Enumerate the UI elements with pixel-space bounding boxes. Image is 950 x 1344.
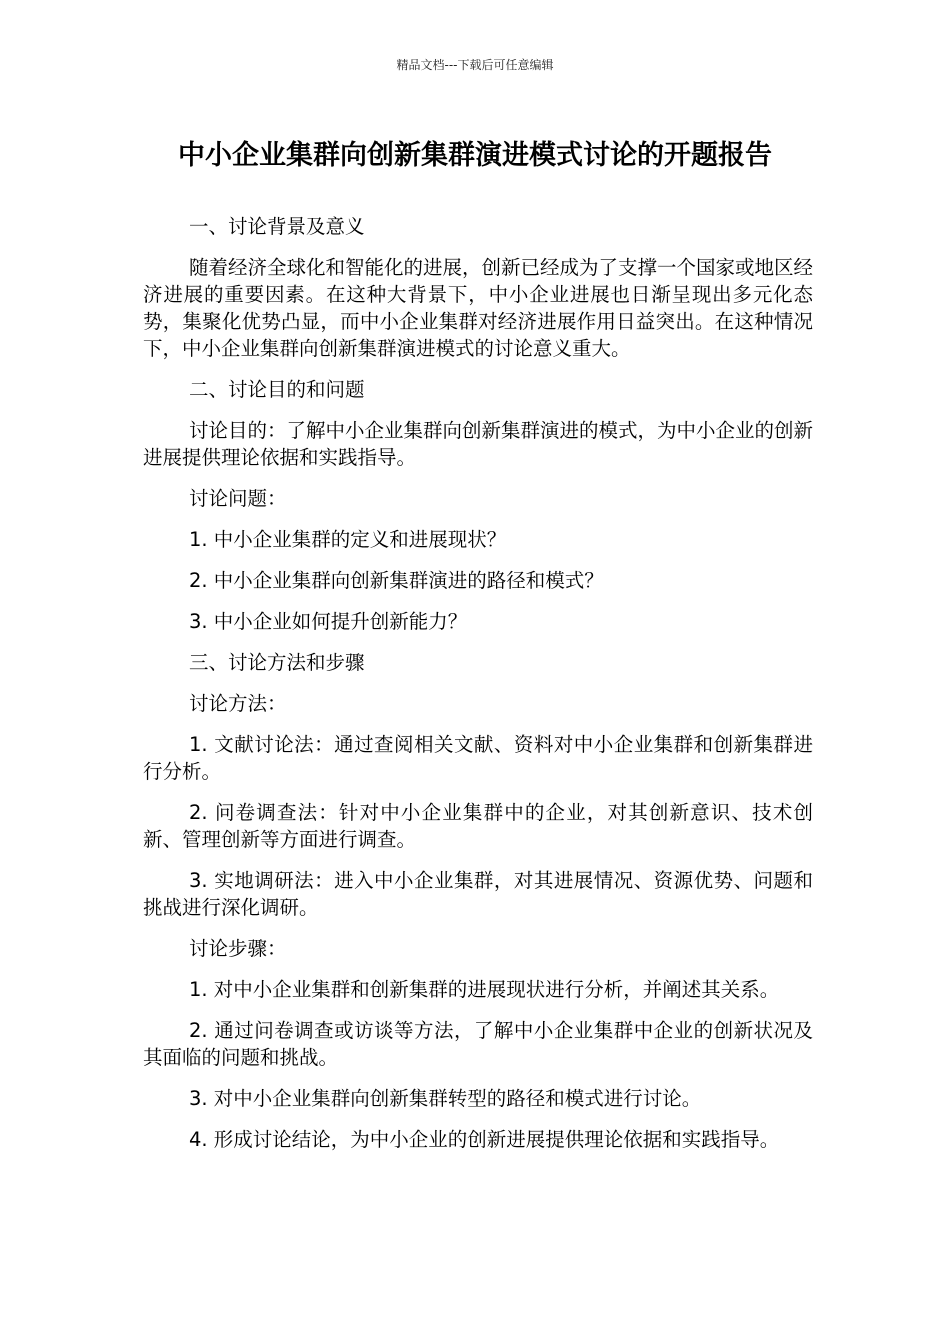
document-body bbox=[143, 213, 813, 1167]
question-item: 3. 中小企业如何提升创新能力？ bbox=[189, 610, 468, 633]
paragraph-purpose: 讨论目的：了解中小企业集群向创新集群演进的模式，为中小企业的创新进展提供理论依据和实践指导。 bbox=[143, 419, 814, 469]
step-item: 2. 通过问卷调查或访谈等方法，了解中小企业集群中企业的创新状况及其面临的问题和挑战。 bbox=[143, 1019, 813, 1069]
header-note: 精品文档---下载后可任意编辑 bbox=[396, 58, 554, 72]
questions-label: 讨论问题： bbox=[189, 487, 287, 510]
step-item: 1. 对中小企业集群和创新集群的进展现状进行分析，并阐述其关系。 bbox=[189, 978, 780, 1001]
document-title: 中小企业集群向创新集群演进模式讨论的开题报告 bbox=[178, 140, 772, 171]
section-heading-purpose: 二、讨论目的和问题 bbox=[189, 378, 365, 401]
step-item: 4. 形成讨论结论，为中小企业的创新进展提供理论依据和实践指导。 bbox=[189, 1128, 780, 1151]
step-item: 3. 对中小企业集群向创新集群转型的路径和模式进行讨论。 bbox=[189, 1087, 702, 1110]
method-item: 3. 实地调研法：进入中小企业集群，对其进展情况、资源优势、问题和挑战进行深化调研。 bbox=[143, 869, 813, 919]
methods-label: 讨论方法： bbox=[189, 692, 287, 715]
method-item: 2. 问卷调查法：针对中小企业集群中的企业，对其创新意识、技术创新、管理创新等方面进行调查。 bbox=[143, 801, 813, 851]
method-item: 1. 文献讨论法：通过查阅相关文献、资料对中小企业集群和创新集群进行分析。 bbox=[143, 733, 813, 783]
question-item: 1. 中小企业集群的定义和进展现状？ bbox=[189, 528, 507, 551]
question-item: 2. 中小企业集群向创新集群演进的路径和模式？ bbox=[189, 569, 604, 592]
section-heading-background: 一、讨论背景及意义 bbox=[189, 215, 365, 238]
paragraph-background: 随着经济全球化和智能化的进展，创新已经成为了支撑一个国家或地区经济进展的重要因素。在这种大背景下，中小企业进展也日渐呈现出多元化态势，集聚化优势凸显，而中小企业集群对经济进展作用日益突出。在这种情况下，中小企业集群向创新集群演进模式的讨论意义重大。 bbox=[143, 256, 814, 360]
steps-label: 讨论步骤： bbox=[189, 937, 287, 960]
section-heading-methods: 三、讨论方法和步骤 bbox=[189, 651, 365, 674]
